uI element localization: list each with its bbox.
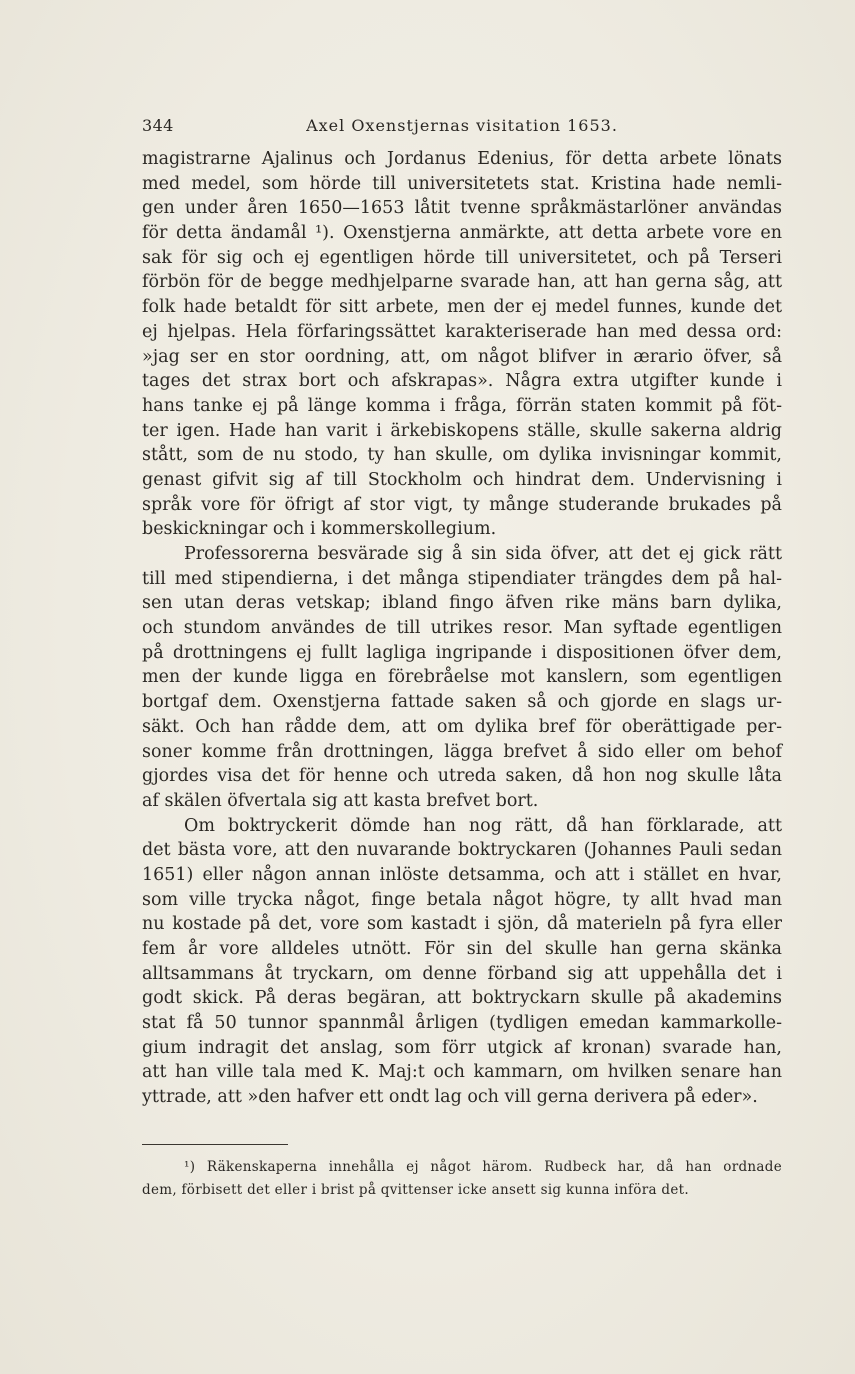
- text-line: stått, som de nu stodo, ty han skulle, om dylika invisningar kommit,: [142, 445, 782, 466]
- text-line: yttrade, att »den hafver ett ondt lag och vill gerna derivera på eder».: [142, 1087, 758, 1108]
- text-line: det bästa vore, att den nuvarande boktryckaren (Johannes Pauli sedan: [142, 840, 782, 861]
- text-line: att han ville tala med K. Maj:t och kammarn, om hvilken senare han: [142, 1062, 782, 1083]
- text-line: med medel, som hörde till universitetets stat. Kristina hade nemli-: [142, 173, 782, 194]
- text-line: beskickningar och i kommerskollegium.: [142, 519, 497, 540]
- text-line: säkt. Och han rådde dem, att om dylika bref för oberättigade per-: [142, 716, 782, 737]
- text-line: godt skick. På deras begäran, att boktryckarn skulle på akademins: [142, 988, 782, 1009]
- text-line: af skälen öfvertala sig att kasta brefvet bort.: [142, 790, 539, 811]
- text-line: gen under åren 1650—1653 låtit tvenne språkmästarlöner användas: [142, 198, 782, 219]
- footnote-line: dem, förbisett det eller i brist på qvittenser icke ansett sig kunna införa det.: [142, 1182, 689, 1198]
- text-line: tages det strax bort och afskrapas». Några extra utgifter kunde i: [142, 371, 782, 392]
- text-line: soner komme från drottningen, lägga brefvet å sido eller om behof: [142, 741, 782, 762]
- text-line: sen utan deras vetskap; ibland fingo äfven rike mäns barn dylika,: [142, 593, 782, 614]
- text-line: förbön för de begge medhjelparne svarade han, att han gerna såg, att: [142, 272, 782, 293]
- text-line: som ville trycka något, finge betala något högre, ty allt hvad man: [142, 889, 782, 910]
- text-line: språk vore för öfrigt af stor vigt, ty månge studerande brukades på: [142, 494, 782, 515]
- text-line: nu kostade på det, vore som kastadt i sjön, då materieln på fyra eller: [142, 914, 782, 935]
- body-text: [142, 147, 782, 1110]
- text-line: till med stipendierna, i det många stipendiater trängdes dem på hal-: [142, 568, 782, 589]
- text-line: bortgaf dem. Oxenstjerna fattade saken så och gjorde en slags ur-: [142, 692, 782, 713]
- text-line: 1651) eller någon annan inlöste detsamma, och att i stället en hvar,: [142, 864, 782, 885]
- footnotes: [142, 1156, 782, 1202]
- footnote-divider: [142, 1144, 288, 1145]
- text-line: Om boktryckerit dömde han nog rätt, då han förklarade, att: [184, 815, 782, 836]
- text-line: folk hade betaldt för sitt arbete, men der ej medel funnes, kunde det: [142, 297, 782, 318]
- text-line: ter igen. Hade han varit i ärkebiskopens ställe, skulle sakerna aldrig: [142, 420, 782, 441]
- text-line: Professorerna besvärade sig å sin sida öfver, att det ej gick rätt: [184, 544, 782, 564]
- header-title: Axel Oxenstjernas visitation 1653.: [306, 116, 618, 135]
- text-line: men der kunde ligga en förebråelse mot kanslern, som egentligen: [142, 667, 782, 688]
- text-line: alltsammans åt tryckarn, om denne förband sig att uppehålla det i: [142, 963, 782, 984]
- text-line: gium indragit det anslag, som förr utgick af kronan) svarade han,: [142, 1037, 782, 1058]
- text-line: hans tanke ej på länge komma i fråga, förrän staten kommit på föt-: [142, 395, 782, 416]
- footnote-line: ¹) Räkenskaperna innehålla ej något härom. Rudbeck har, då han ordnade: [184, 1159, 782, 1175]
- text-line: genast gifvit sig af till Stockholm och hindrat dem. Undervisning i: [142, 469, 782, 490]
- text-line: »jag ser en stor oordning, att, om något blifver in ærario öfver, så: [142, 346, 782, 367]
- text-line: på drottningens ej fullt lagliga ingripande i dispositionen öfver dem,: [142, 642, 782, 663]
- text-line: magistrarne Ajalinus och Jordanus Edenius, för detta arbete lönats: [142, 149, 782, 169]
- text-line: sak för sig och ej egentligen hörde till universitetet, och på Terseri: [142, 247, 782, 268]
- text-line: gjordes visa det för henne och utreda saken, då hon nog skulle låta: [142, 766, 782, 787]
- page-number: 344: [142, 116, 174, 135]
- text-line: fem år vore alldeles utnött. För sin del skulle han gerna skänka: [142, 939, 782, 959]
- text-line: för detta ändamål ¹). Oxenstjerna anmärkte, att detta arbete vore en: [142, 223, 782, 244]
- text-line: stat få 50 tunnor spannmål årligen (tydligen emedan kammarkolle-: [142, 1013, 782, 1034]
- running-head: [142, 116, 782, 138]
- text-line: ej hjelpas. Hela förfaringssättet karakteriserade han med dessa ord:: [142, 321, 782, 342]
- text-line: och stundom användes de till utrikes resor. Man syftade egentligen: [142, 618, 782, 639]
